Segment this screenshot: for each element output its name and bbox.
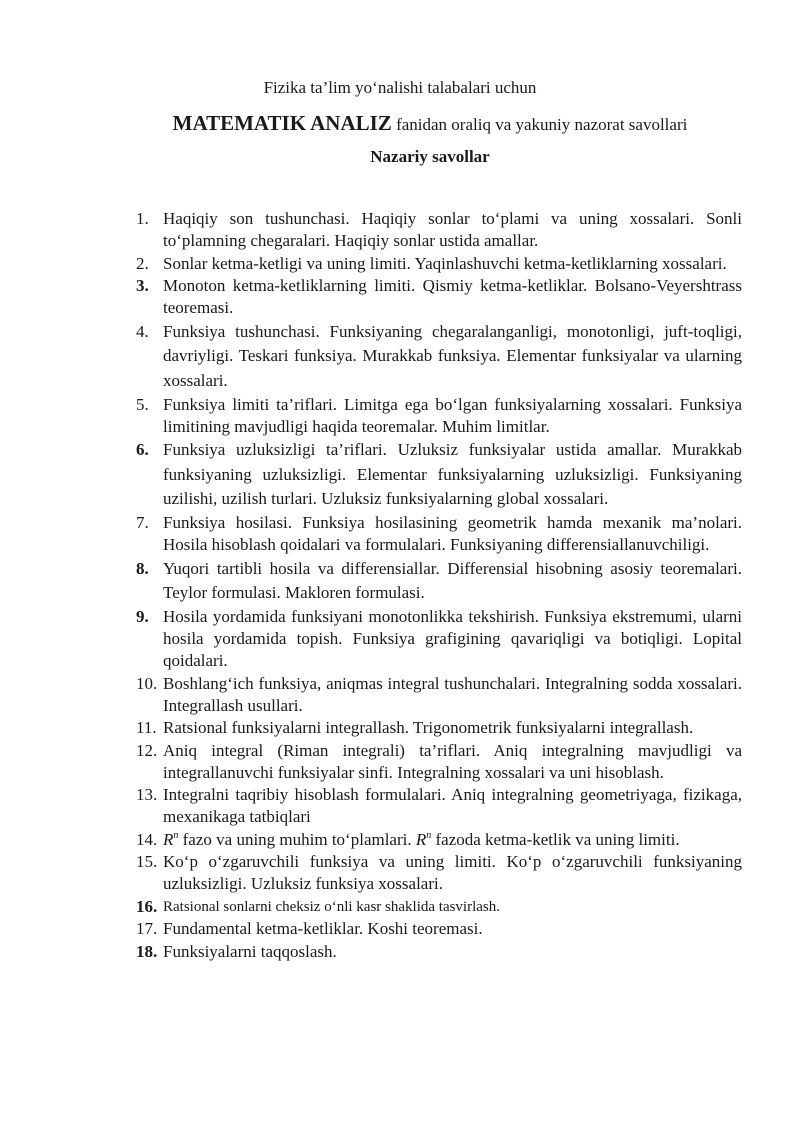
question-text-part: fazoda ketma-ketlik va uning limiti. (431, 829, 680, 849)
question-number: 1. (136, 209, 149, 228)
question-item (136, 851, 742, 895)
question-text: Sonlar ketma-ketligi va uning limiti. Yaqinlashuvchi ketma-ketliklarning xossalari. (163, 253, 727, 273)
question-item (136, 918, 742, 940)
question-text: Funksiya tushunchasi. Funksiyaning chegaralanganligi, monotonligi, juft-toqligi, davriyligi. Teskari funksiya. Murakkab funksiya. Elementar funksiyalar va ularning xossalari. (163, 321, 742, 390)
question-item (136, 740, 742, 784)
question-item (136, 606, 742, 672)
question-text: Hosila yordamida funksiyani monotonlikka tekshirish. Funksiya ekstremumi, ularni hosila yordamida topish. Funksiya grafigining qavariqligi va botiqligi. Lopital qoidalari. (163, 607, 742, 670)
question-number: 14. (136, 829, 158, 849)
question-number: 15. (136, 852, 158, 871)
question-text: Boshlang‘ich funksiya, aniqmas integral tushunchalari. Integralning sodda xossalari. Integrallash usullari. (163, 673, 742, 715)
question-item (136, 320, 742, 394)
question-text: Fundamental ketma-ketliklar. Koshi teoremasi. (163, 919, 483, 938)
question-text: Integralni taqribiy hisoblash formulalari. Aniq integralning geometriyaga, fizikaga, mexanikaga tatbiqlari (163, 785, 742, 826)
question-number: 18. (136, 941, 158, 961)
question-text-part: fazo va uning muhim to‘plamlari. (178, 829, 416, 849)
question-text: Funksiya hosilasi. Funksiya hosilasining geometrik hamda mexanik ma’nolari. Hosila hisoblash qoidalari va formulalari. Funksiyaning differensiallanuvchiligi. (163, 513, 742, 554)
section-heading: Nazariy savollar (370, 147, 490, 166)
question-number: 5. (136, 394, 149, 414)
question-text: Yuqori tartibli hosila va differensiallar. Differensial hisobning asosiy teoremalari. Teylor formulasi. Makloren formulasi. (163, 558, 742, 602)
question-number: 2. (136, 253, 149, 273)
question-text: Haqiqiy son tushunchasi. Haqiqiy sonlar to‘plami va uning xossalari. Sonli to‘plamning chegaralari. Haqiqiy sonlar ustida amallar. (163, 209, 742, 250)
question-number: 3. (136, 276, 149, 295)
question-item (136, 717, 742, 739)
question-item (136, 673, 742, 717)
space-symbol: R (415, 829, 427, 849)
question-text: Ko‘p o‘zgaruvchili funksiya va uning limiti. Ko‘p o‘zgaruvchili funksiyaning uzluksizligi. Uzluksiz funksiya xossalari. (163, 852, 742, 893)
question-item (136, 275, 742, 319)
question-number: 12. (136, 740, 158, 760)
question-number: 13. (136, 785, 158, 804)
space-symbol: R (163, 829, 174, 849)
question-text (163, 830, 680, 849)
question-item (136, 438, 742, 512)
question-item (136, 253, 742, 275)
question-item (136, 557, 742, 606)
question-text: Funksiya uzluksizligi ta’riflari. Uzluksiz funksiyalar ustida amallar. Murakkab funksiyaning uzluksizligi. Elementar funksiyalarning uzluksizligi. Funksiyaning uzilishi, uzilish turlari. Uzluksiz funksiyalarning global xossalari. (163, 440, 742, 508)
question-item (136, 208, 742, 252)
question-item (136, 829, 742, 851)
question-number: 6. (136, 440, 149, 459)
question-item (136, 941, 742, 963)
question-number: 8. (136, 558, 149, 578)
question-item (136, 784, 742, 828)
question-number: 11. (136, 718, 157, 737)
question-number: 10. (136, 673, 158, 693)
space-exponent: n (426, 829, 432, 841)
question-number: 4. (136, 321, 149, 341)
question-item (136, 896, 742, 918)
question-text: Ratsional funksiyalarni integrallash. Trigonometrik funksiyalarni integrallash. (163, 718, 694, 737)
question-text: Ratsional sonlarni cheksiz o‘nli kasr shaklida tasvirlash. (163, 898, 501, 915)
subject-name: MATEMATIK ANALIZ (172, 111, 392, 135)
question-number: 16. (136, 896, 158, 916)
audience-line: Fizika ta’lim yo‘nalishi talabalari uchun (263, 78, 537, 97)
space-exponent: n (173, 829, 179, 841)
question-number: 7. (136, 513, 149, 532)
title-rest: fanidan oraliq va yakuniy nazorat savollari (391, 115, 688, 134)
question-text: Funksiya limiti ta’riflari. Limitga ega bo‘lgan funksiyalarning xossalari. Funksiya limitining mavjudligi haqida teoremalar. Muhim limitlar. (163, 394, 742, 436)
question-text: Monoton ketma-ketliklarning limiti. Qismiy ketma-ketliklar. Bolsano-Veyershtrass teoremasi. (163, 276, 742, 317)
question-text: Aniq integral (Riman integrali) ta’riflari. Aniq integralning mavjudligi va integrallanuvchi funksiyalar sinfi. Integralning xossalari va uni hisoblash. (163, 740, 742, 782)
question-text: Funksiyalarni taqqoslash. (163, 941, 337, 961)
question-number: 17. (136, 919, 158, 938)
question-item (136, 394, 742, 438)
question-item (136, 512, 742, 556)
question-number: 9. (136, 607, 149, 626)
question-list (136, 208, 742, 963)
document-title (0, 110, 800, 138)
